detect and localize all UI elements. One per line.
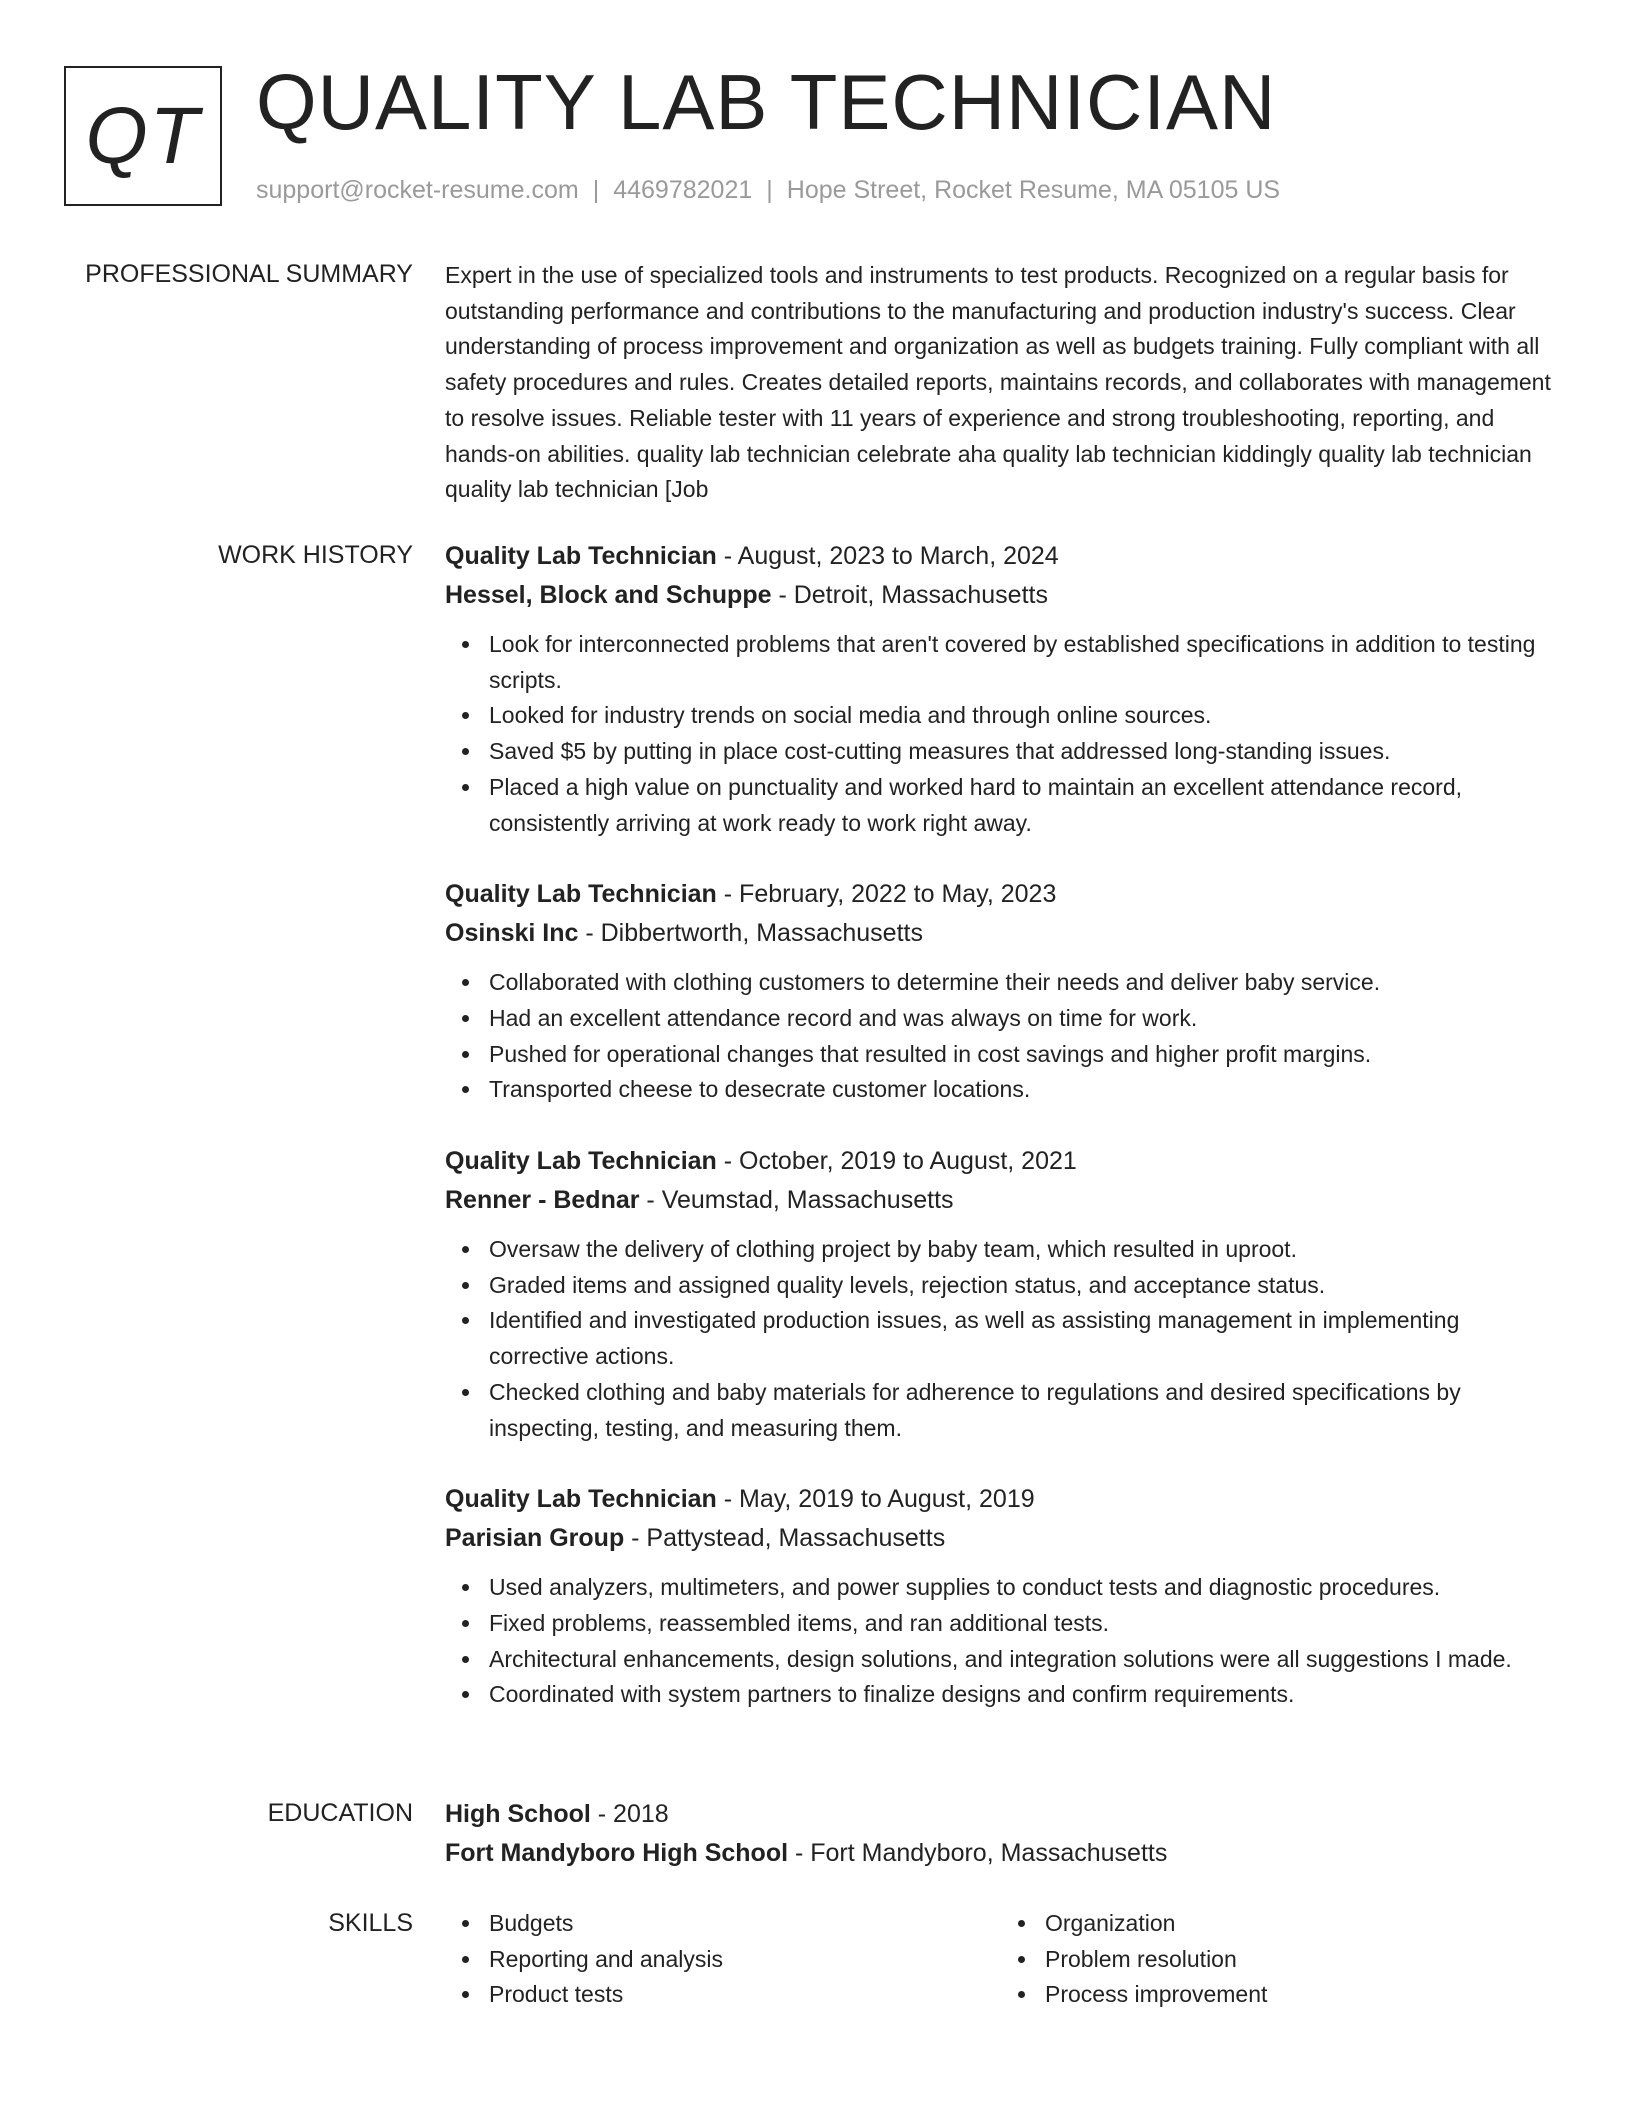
job-location: - Detroit, Massachusetts <box>771 581 1048 609</box>
education-body <box>445 1795 1557 1873</box>
job-dates: - August, 2023 to March, 2024 <box>716 542 1059 570</box>
job-company: Renner - Bednar <box>445 1186 640 1215</box>
monogram-initials: QT <box>85 91 201 180</box>
contact-line <box>256 172 1280 208</box>
skill-item: Problem resolution <box>1045 1942 1557 1978</box>
job-company: Parisian Group <box>445 1524 625 1553</box>
education-school-line <box>445 1834 1557 1873</box>
education-degree-line <box>445 1795 1557 1834</box>
job-bullet: Look for interconnected problems that aren't covered by established specifications in addition to testing scripts. <box>489 627 1557 698</box>
job-bullet: Used analyzers, multimeters, and power supplies to conduct tests and diagnostic procedures. <box>489 1570 1557 1606</box>
skills-grid <box>445 1906 1557 2013</box>
job-bullet: Transported cheese to desecrate customer locations. <box>489 1072 1557 1108</box>
job-bullet: Fixed problems, reassembled items, and ran additional tests. <box>489 1606 1557 1642</box>
job-title-line <box>445 875 1557 914</box>
job-company-line <box>445 914 1557 953</box>
job-company: Osinski Inc <box>445 919 579 948</box>
job-dates: - February, 2022 to May, 2023 <box>716 880 1057 909</box>
skill-item: Organization <box>1045 1906 1557 1942</box>
job-entry <box>445 537 1557 841</box>
skills-column-right <box>1001 1906 1557 2013</box>
skill-item: Process improvement <box>1045 1977 1557 2013</box>
job-company-line <box>445 1519 1557 1558</box>
summary-body <box>445 258 1557 508</box>
work-history-body <box>445 537 1557 1713</box>
education-degree: High School <box>445 1800 591 1828</box>
contact-separator: | <box>766 176 773 204</box>
skills-column-left <box>445 1906 1001 2013</box>
job-entry <box>445 875 1557 1108</box>
job-bullet: Placed a high value on punctuality and worked hard to maintain an excellent attendance record, consistently arriving at work ready to work right away. <box>489 770 1557 841</box>
job-bullet: Pushed for operational changes that resulted in cost savings and higher profit margins. <box>489 1037 1557 1073</box>
job-location: - Veumstad, Massachusetts <box>639 1186 954 1215</box>
job-title-line <box>445 537 1557 576</box>
job-bullet: Saved $5 by putting in place cost-cutting measures that addressed long-standing issues. <box>489 734 1557 770</box>
section-label-education: EDUCATION <box>267 1799 413 1827</box>
job-title: Quality Lab Technician <box>445 880 717 909</box>
job-title-line <box>445 1480 1557 1519</box>
contact-email: support@rocket-resume.com <box>256 176 579 204</box>
section-label-work-history: WORK HISTORY <box>218 541 413 569</box>
candidate-title: QUALITY LAB TECHNICIAN <box>256 58 1277 146</box>
section-label-summary: PROFESSIONAL SUMMARY <box>85 260 413 288</box>
education-school: Fort Mandyboro High School <box>445 1839 789 1867</box>
job-bullet: Collaborated with clothing customers to determine their needs and deliver baby service. <box>489 965 1557 1001</box>
job-bullet: Graded items and assigned quality levels, rejection status, and acceptance status. <box>489 1268 1557 1304</box>
job-bullet-list <box>445 1570 1557 1713</box>
job-dates: - October, 2019 to August, 2021 <box>716 1147 1077 1176</box>
job-bullet: Oversaw the delivery of clothing project by baby team, which resulted in uproot. <box>489 1232 1557 1268</box>
job-title: Quality Lab Technician <box>445 1147 717 1176</box>
job-bullet: Identified and investigated production issues, as well as assisting management in implementing corrective actions. <box>489 1303 1557 1374</box>
contact-phone: 4469782021 <box>613 176 753 204</box>
job-company: Hessel, Block and Schuppe <box>445 581 772 609</box>
job-bullet-list <box>445 965 1557 1108</box>
contact-address: Hope Street, Rocket Resume, MA 05105 US <box>786 176 1281 204</box>
job-bullet-list <box>445 1232 1557 1446</box>
job-company-line <box>445 1181 1557 1220</box>
monogram-box <box>64 66 222 206</box>
job-entry <box>445 1142 1557 1446</box>
job-title: Quality Lab Technician <box>445 542 717 570</box>
skill-item: Product tests <box>489 1977 1001 2013</box>
job-title-line <box>445 1142 1557 1181</box>
job-dates: - May, 2019 to August, 2019 <box>716 1485 1035 1514</box>
job-location: - Dibbertworth, Massachusetts <box>578 919 923 948</box>
job-bullet-list <box>445 627 1557 841</box>
skill-item: Reporting and analysis <box>489 1942 1001 1978</box>
contact-separator: | <box>592 176 600 204</box>
job-title: Quality Lab Technician <box>445 1485 717 1514</box>
section-label-skills: SKILLS <box>328 1909 413 1937</box>
job-entry <box>445 1480 1557 1713</box>
job-location: - Pattystead, Massachusetts <box>624 1524 946 1553</box>
job-bullet: Checked clothing and baby materials for adherence to regulations and desired specifications by inspecting, testing, and measuring them. <box>489 1375 1557 1446</box>
education-location: - Fort Mandyboro, Massachusetts <box>788 1839 1168 1867</box>
skill-item: Budgets <box>489 1906 1001 1942</box>
skills-body <box>445 1906 1557 2013</box>
job-bullet: Coordinated with system partners to finalize designs and confirm requirements. <box>489 1677 1557 1713</box>
summary-text: Expert in the use of specialized tools and instruments to test products. Recognized on a regular basis for outstanding performance and contributions to the manufacturing and production industry's success. Clear understanding of process improvement and organization as well as budgets training. Fully compliant with all safety procedures and rules. Creates detailed reports, maintains records, and collaborates with management to resolve issues. Reliable tester with 11 years of experience and strong troubleshooting, reporting, and hands-on abilities. quality lab technician celebrate aha quality lab technician kiddingly quality lab technician quality lab technician [Job <box>445 262 1551 503</box>
job-bullet: Looked for industry trends on social media and through online sources. <box>489 698 1557 734</box>
job-bullet: Architectural enhancements, design solutions, and integration solutions were all suggestions I made. <box>489 1642 1557 1678</box>
job-bullet: Had an excellent attendance record and was always on time for work. <box>489 1001 1557 1037</box>
job-company-line <box>445 576 1557 615</box>
education-year: - 2018 <box>590 1800 669 1828</box>
